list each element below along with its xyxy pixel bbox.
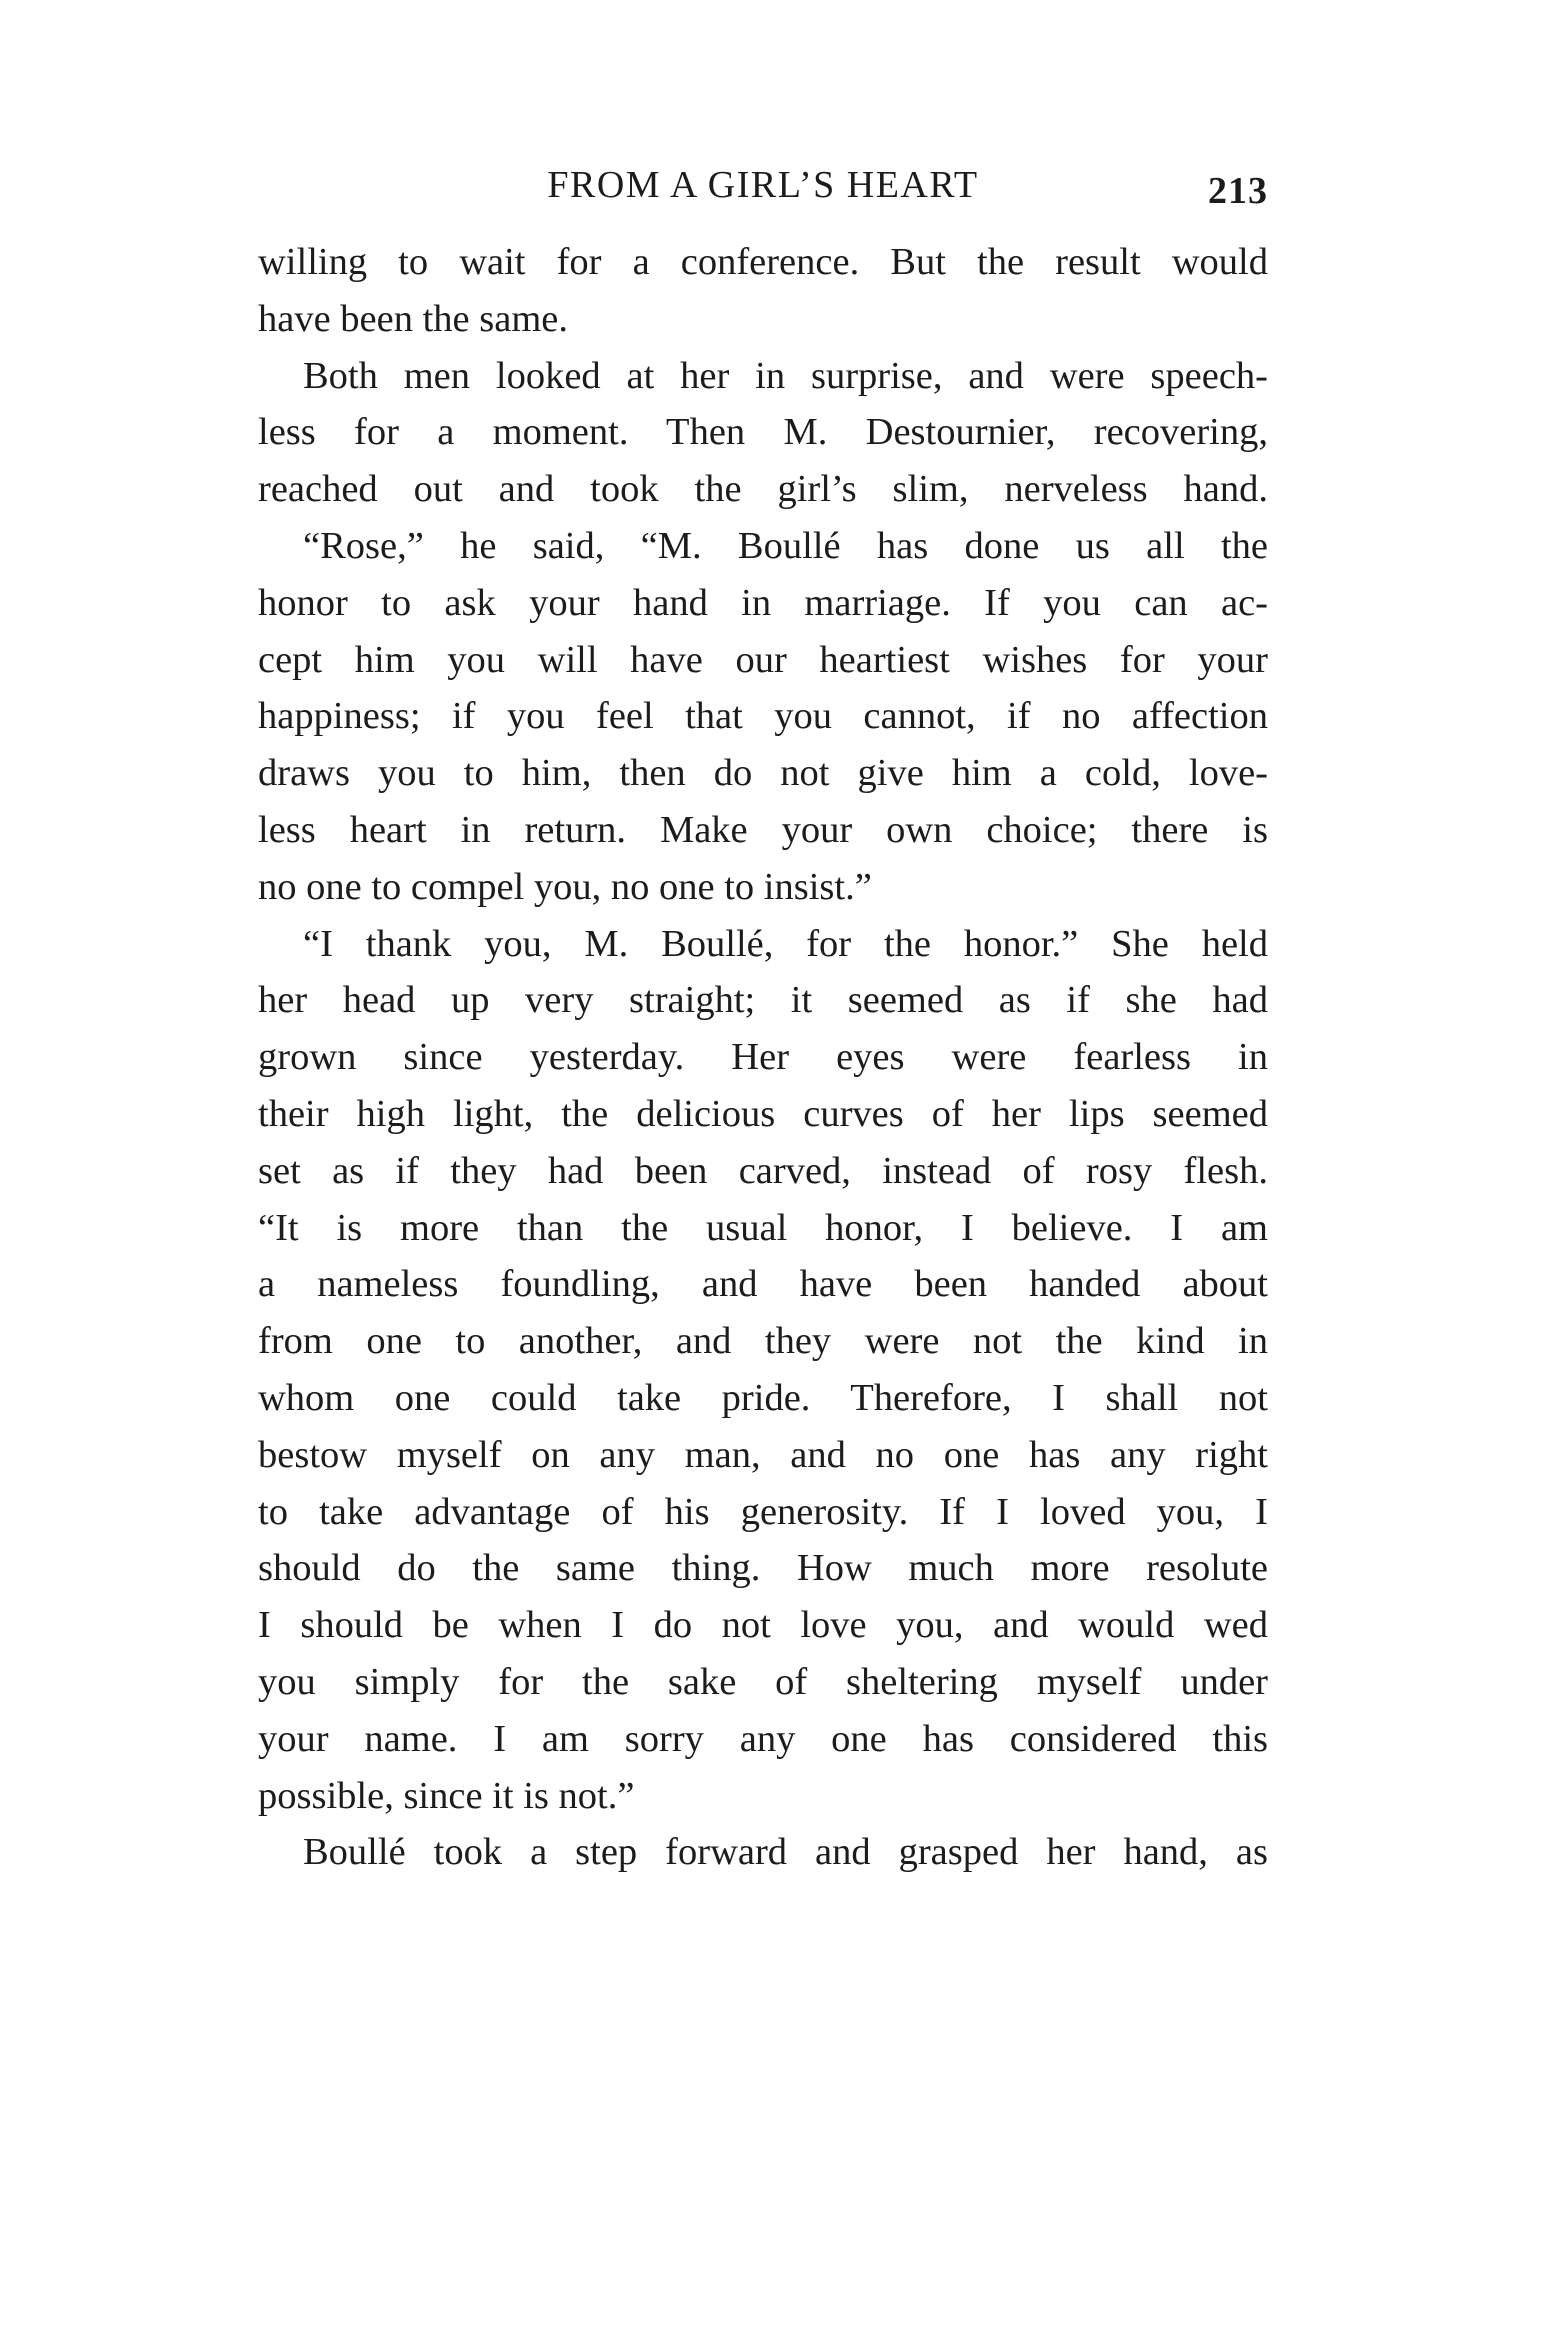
paragraph bbox=[258, 1824, 1268, 1881]
page-number: 213 bbox=[1208, 170, 1268, 212]
paragraph bbox=[258, 518, 1268, 916]
text-line: Both men looked at her in surprise, and were speech- bbox=[303, 354, 1268, 397]
text-line: honor to ask your hand in marriage. If you can ac- bbox=[258, 581, 1268, 624]
text-line: should do the same thing. How much more resolute bbox=[258, 1547, 1268, 1590]
text-line: no one to compel you, no one to insist.” bbox=[258, 865, 872, 908]
body-text bbox=[258, 234, 1268, 1881]
text-line: possible, since it is not.” bbox=[258, 1774, 635, 1817]
text-line: their high light, the delicious curves of her lips seemed bbox=[258, 1092, 1268, 1135]
text-line: grown since yesterday. Her eyes were fearless in bbox=[258, 1036, 1268, 1079]
text-line: your name. I am sorry any one has considered this bbox=[258, 1717, 1268, 1760]
paragraph bbox=[258, 916, 1268, 1825]
text-line: “It is more than the usual honor, I believe. I am bbox=[258, 1206, 1268, 1249]
text-line: you simply for the sake of sheltering myself under bbox=[258, 1660, 1268, 1703]
running-title: FROM A GIRL’S HEART bbox=[547, 164, 979, 206]
text-line: less heart in return. Make your own choice; there is bbox=[258, 808, 1268, 851]
text-line: whom one could take pride. Therefore, I shall not bbox=[258, 1376, 1268, 1419]
text-line: I should be when I do not love you, and would wed bbox=[258, 1604, 1268, 1647]
text-line: from one to another, and they were not the kind in bbox=[258, 1320, 1268, 1363]
text-line: her head up very straight; it seemed as if she had bbox=[258, 979, 1268, 1022]
text-line: reached out and took the girl’s slim, nerveless hand. bbox=[258, 468, 1268, 511]
text-line: set as if they had been carved, instead of rosy flesh. bbox=[258, 1149, 1268, 1192]
text-line: to take advantage of his generosity. If I loved you, I bbox=[258, 1490, 1268, 1533]
running-head bbox=[258, 160, 1268, 210]
text-line: happiness; if you feel that you cannot, if no affection bbox=[258, 695, 1268, 738]
text-line: willing to wait for a conference. But the result would bbox=[258, 241, 1268, 283]
text-line: cept him you will have our heartiest wishes for your bbox=[258, 638, 1268, 681]
paragraph bbox=[258, 234, 1268, 348]
text-line: less for a moment. Then M. Destournier, recovering, bbox=[258, 411, 1268, 454]
text-line: Boullé took a step forward and grasped her hand, as bbox=[303, 1831, 1268, 1874]
text-line: “I thank you, M. Boullé, for the honor.” She held bbox=[303, 922, 1268, 965]
text-line: a nameless foundling, and have been handed about bbox=[258, 1263, 1268, 1306]
text-line: draws you to him, then do not give him a cold, love- bbox=[258, 752, 1268, 795]
text-line: “Rose,” he said, “M. Boullé has done us all the bbox=[303, 524, 1268, 567]
text-line: have been the same. bbox=[258, 297, 568, 340]
paragraph bbox=[258, 348, 1268, 518]
text-line: bestow myself on any man, and no one has any right bbox=[258, 1433, 1268, 1476]
